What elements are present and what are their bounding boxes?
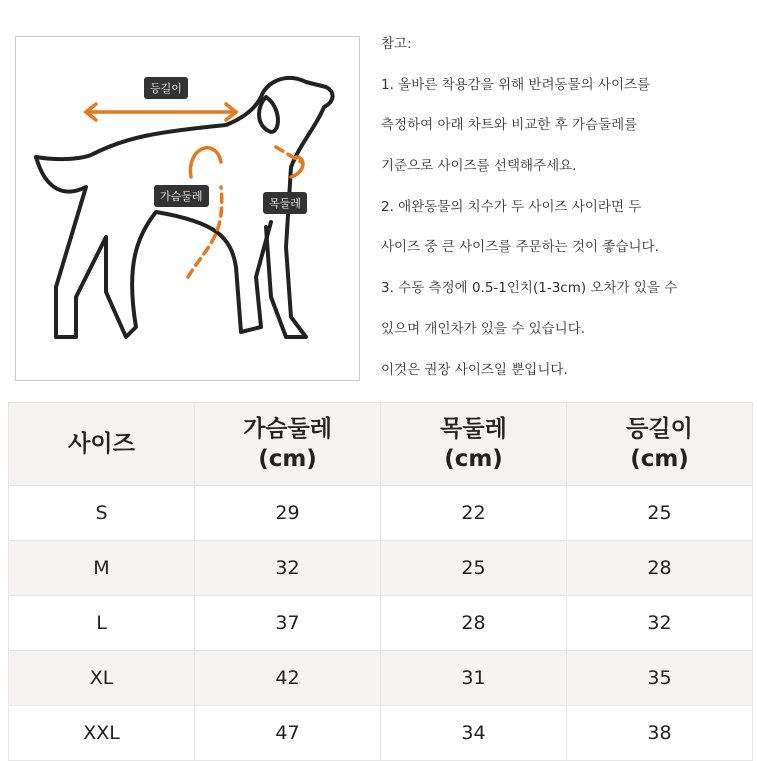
header-text: 등길이 — [626, 416, 693, 442]
header-neck — [381, 403, 567, 486]
header-unit: (cm) — [258, 446, 317, 472]
table-cell: XL — [9, 651, 195, 706]
size-table — [8, 402, 753, 761]
header-unit: (cm) — [630, 446, 689, 472]
table-cell: S — [9, 486, 195, 541]
table-cell: 28 — [381, 596, 567, 651]
table-cell: 29 — [195, 486, 381, 541]
table-cell: 31 — [381, 651, 567, 706]
table-row — [9, 706, 753, 761]
note-line: 이것은 권장 사이즈일 뿐입니다. — [381, 361, 568, 378]
back-length-label: 등길이 — [144, 77, 188, 99]
table-cell: 38 — [567, 706, 753, 761]
table-cell: XXL — [9, 706, 195, 761]
header-text: 사이즈 — [68, 431, 135, 457]
header-text: 목둘레 — [440, 416, 507, 442]
table-cell: 28 — [567, 541, 753, 596]
table-cell: 34 — [381, 706, 567, 761]
dog-measurement-diagram — [15, 36, 360, 381]
table-cell: 32 — [195, 541, 381, 596]
chest-label: 가슴둘레 — [154, 185, 209, 207]
table-cell: 25 — [381, 541, 567, 596]
note-line: 2. 애완동물의 치수가 두 사이즈 사이라면 두 — [381, 198, 642, 215]
note-line: 기준으로 사이즈를 선택해주세요. — [381, 158, 577, 175]
table-cell: 35 — [567, 651, 753, 706]
notes — [381, 34, 757, 400]
table-row — [9, 541, 753, 596]
header-chest — [195, 403, 381, 486]
table-cell: 42 — [195, 651, 381, 706]
notes-title: 참고: — [381, 36, 412, 52]
table-cell: L — [9, 596, 195, 651]
header-row — [9, 403, 753, 486]
table-row — [9, 596, 753, 651]
note-line: 사이즈 중 큰 사이즈를 주문하는 것이 좋습니다. — [381, 239, 659, 256]
table-cell: 47 — [195, 706, 381, 761]
table-cell: M — [9, 541, 195, 596]
header-back — [567, 403, 753, 486]
neck-label: 목둘레 — [263, 192, 307, 214]
table-cell: 32 — [567, 596, 753, 651]
note-line: 측정하여 아래 차트와 비교한 후 가슴둘레를 — [381, 117, 638, 134]
note-line: 있으며 개인차가 있을 수 있습니다. — [381, 320, 586, 337]
table-cell: 22 — [381, 486, 567, 541]
header-size — [9, 403, 195, 486]
table-row — [9, 651, 753, 706]
header-text: 가슴둘레 — [243, 416, 332, 442]
table-cell: 37 — [195, 596, 381, 651]
table-cell: 25 — [567, 486, 753, 541]
note-line: 3. 수동 측정에 0.5-1인치(1-3cm) 오차가 있을 수 — [381, 280, 678, 297]
header-unit: (cm) — [444, 446, 503, 472]
note-line: 1. 올바른 착용감을 위해 반려동물의 사이즈를 — [381, 76, 651, 93]
table-row — [9, 486, 753, 541]
